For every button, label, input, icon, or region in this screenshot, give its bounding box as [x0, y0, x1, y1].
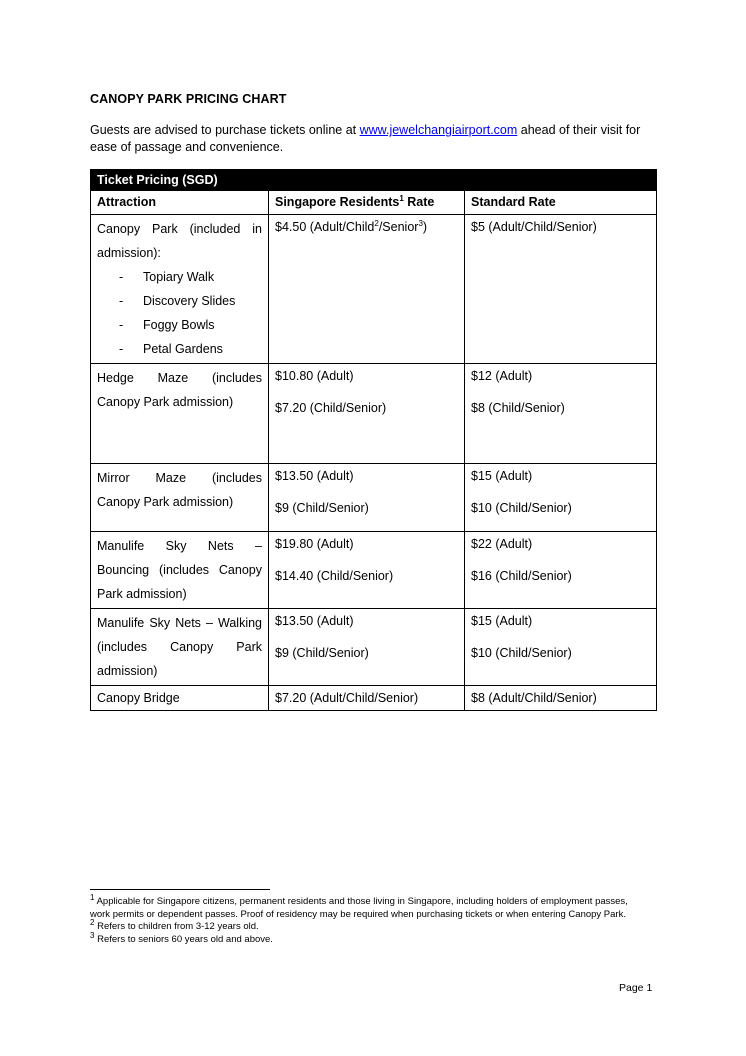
- pricing-table: [90, 169, 657, 711]
- table-row: [91, 464, 657, 532]
- attraction-name: Canopy Park (included in admission):: [97, 222, 262, 260]
- resident-adult-rate: $10.80 (Adult): [275, 369, 354, 383]
- sub-attraction-list: [97, 265, 262, 361]
- rate-spacer: [275, 486, 458, 498]
- header-residents-rate: [269, 191, 465, 215]
- standard-rate-cell: [465, 364, 657, 464]
- header-residents-suffix: Rate: [403, 195, 435, 209]
- rate-spacer: [471, 631, 650, 643]
- resident-rate-cell: [269, 532, 465, 609]
- standard-rate-cell: [465, 215, 657, 364]
- rate-spacer: [275, 386, 458, 398]
- table-row: [91, 532, 657, 609]
- attraction-name: Canopy Bridge: [97, 691, 180, 705]
- rate-spacer: [471, 386, 650, 398]
- page-title: CANOPY PARK PRICING CHART: [90, 92, 287, 106]
- footnotes: [90, 892, 650, 946]
- website-link[interactable]: www.jewelchangiairport.com: [359, 123, 518, 137]
- standard-child-rate: $10 (Child/Senior): [471, 501, 572, 515]
- resident-child-rate: $9 (Child/Senior): [275, 501, 369, 515]
- resident-rate-cell: [269, 215, 465, 364]
- list-item: - Petal Gardens: [119, 337, 262, 361]
- footnote-text: Applicable for Singapore citizens, permanent residents and those living in Singapore, including holders of employment passes, work permits or dependent passes. Proof of residency may be required when purchasing tickets or when entering Canopy Park.: [90, 896, 628, 920]
- resident-adult-rate: $19.80 (Adult): [275, 537, 354, 551]
- standard-rate-cell: [465, 532, 657, 609]
- resident-rate-cell: [269, 609, 465, 686]
- footnote-text: Refers to children from 3-12 years old.: [94, 921, 259, 932]
- resident-rate: $7.20 (Adult/Child/Senior): [275, 691, 419, 705]
- intro-paragraph: [90, 122, 660, 156]
- table-row: [91, 686, 657, 711]
- resident-rate-cell: [269, 686, 465, 711]
- attraction-cell: [91, 215, 269, 364]
- standard-adult-rate: $15 (Adult): [471, 614, 533, 628]
- attraction-name: Manulife Sky Nets – Bouncing (includes Canopy Park admission): [97, 539, 262, 601]
- footnote-ref-1: 1: [399, 193, 404, 203]
- table-caption-row: [91, 170, 657, 191]
- standard-rate-cell: [465, 609, 657, 686]
- rate-spacer: [471, 486, 650, 498]
- attraction-cell: [91, 609, 269, 686]
- standard-adult-rate: $12 (Adult): [471, 369, 533, 383]
- standard-child-rate: $10 (Child/Senior): [471, 646, 572, 660]
- rate-spacer: [275, 631, 458, 643]
- footnote: [90, 930, 650, 947]
- footnote-mark: 3: [90, 930, 95, 940]
- header-standard-rate: Standard Rate: [465, 191, 657, 215]
- footnote: [90, 917, 650, 934]
- standard-adult-rate: $15 (Adult): [471, 469, 533, 483]
- resident-child-rate: $9 (Child/Senior): [275, 646, 369, 660]
- resident-rate-cell: [269, 364, 465, 464]
- list-item: - Discovery Slides: [119, 289, 262, 313]
- rate-text: /Senior: [378, 220, 419, 234]
- attraction-cell: [91, 464, 269, 532]
- standard-child-rate: $8 (Child/Senior): [471, 401, 565, 415]
- intro-text-before: Guests are advised to purchase tickets online at: [90, 123, 360, 137]
- attraction-cell: [91, 686, 269, 711]
- resident-rate: [275, 217, 458, 237]
- rate-spacer: [471, 554, 650, 566]
- standard-child-rate: $16 (Child/Senior): [471, 569, 572, 583]
- standard-rate: $8 (Adult/Child/Senior): [471, 691, 597, 705]
- table-row: [91, 609, 657, 686]
- footnote-mark: 2: [90, 917, 95, 927]
- page-number: Page 1: [619, 982, 653, 994]
- resident-adult-rate: $13.50 (Adult): [275, 469, 354, 483]
- footnote-mark: 1: [90, 892, 95, 902]
- attraction-name: Manulife Sky Nets – Walking (includes Canopy Park admission): [97, 616, 262, 678]
- table-row: [91, 215, 657, 364]
- rate-text: ): [422, 220, 428, 234]
- list-item: - Topiary Walk: [119, 265, 262, 289]
- resident-adult-rate: $13.50 (Adult): [275, 614, 354, 628]
- table-caption: Ticket Pricing (SGD): [91, 170, 657, 191]
- attraction-name: Mirror Maze (includes Canopy Park admission): [97, 471, 262, 509]
- header-residents-label: Singapore Residents: [275, 195, 400, 209]
- footnote-text: Refers to seniors 60 years old and above.: [94, 933, 273, 945]
- footnote-ref-2: 2: [374, 218, 379, 228]
- standard-rate: $5 (Adult/Child/Senior): [471, 220, 597, 234]
- attraction-cell: [91, 364, 269, 464]
- header-attraction: Attraction: [91, 191, 269, 215]
- standard-rate-cell: [465, 686, 657, 711]
- rate-spacer: [275, 554, 458, 566]
- table-row: [91, 364, 657, 464]
- table-header-row: [91, 191, 657, 215]
- footnote-divider: [90, 889, 270, 890]
- resident-child-rate: $14.40 (Child/Senior): [275, 569, 394, 583]
- intro-text-after: ahead of their visit for ease of passage and convenience.: [90, 123, 641, 154]
- resident-rate-cell: [269, 464, 465, 532]
- standard-rate-cell: [465, 464, 657, 532]
- rate-text: $4.50 (Adult/Child: [275, 220, 375, 234]
- attraction-name: Hedge Maze (includes Canopy Park admission): [97, 371, 262, 409]
- attraction-cell: [91, 532, 269, 609]
- footnote: [90, 892, 650, 921]
- footnote-ref-3: 3: [418, 218, 423, 228]
- standard-adult-rate: $22 (Adult): [471, 537, 533, 551]
- list-item: - Foggy Bowls: [119, 313, 262, 337]
- resident-child-rate: $7.20 (Child/Senior): [275, 401, 387, 415]
